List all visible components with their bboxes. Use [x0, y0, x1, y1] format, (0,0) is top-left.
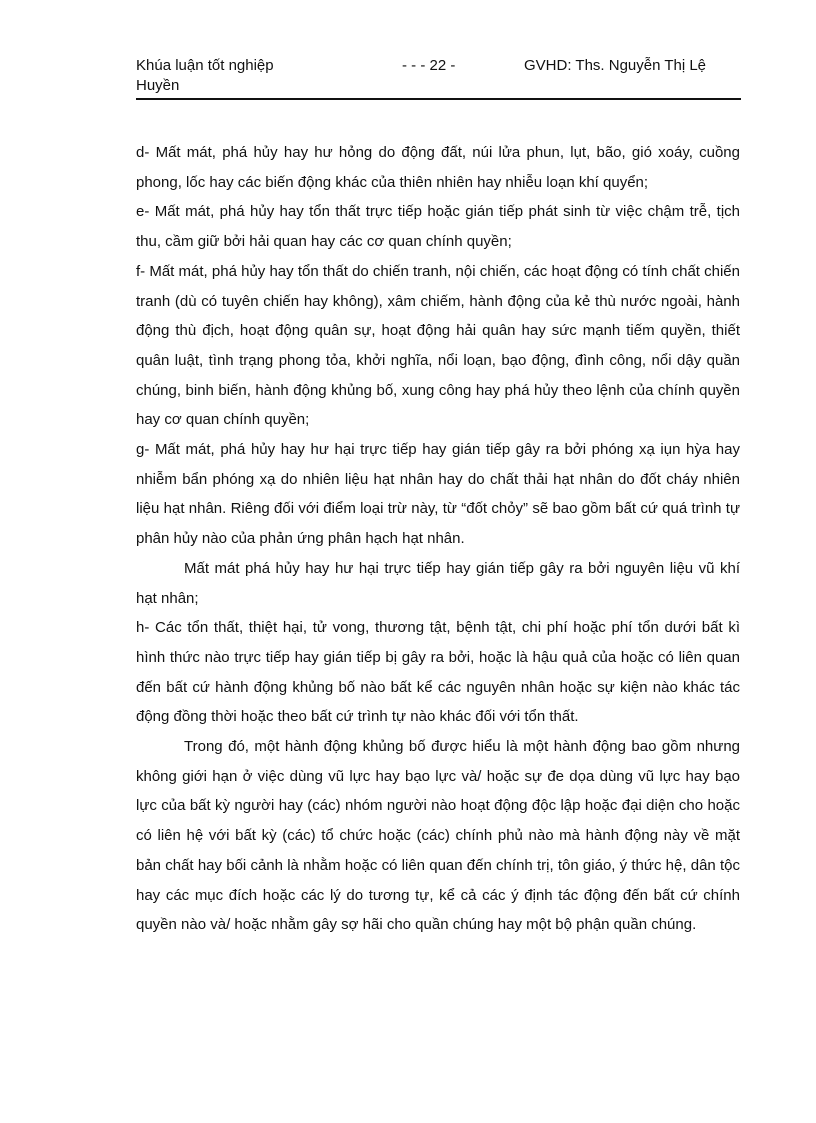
- page-body: [136, 138, 740, 940]
- header-supervisor-continued: Huyền: [136, 77, 180, 94]
- page-header: [136, 56, 741, 100]
- paragraph-e: e- Mất mát, phá hủy hay tổn thất trực tiếp hoặc gián tiếp phát sinh từ việc chậm trễ, tịch thu, cầm giữ bởi hải quan hay các cơ quan chính quyền;: [136, 203, 740, 251]
- paragraph-f: f- Mất mát, phá hủy hay tổn thất do chiến tranh, nội chiến, các hoạt động có tính chất chiến tranh (dù có tuyên chiến hay không), xâm chiếm, hành động của kẻ thù nước ngoài, hành động thù địch, hoạt động quân sự, hoạt động hải quân hay sức mạnh tiếm quyền, thiết quân luật, tình trạng phong tỏa, khởi nghĩa, nổi loạn, bạo động, đình công, nổi dậy quần chúng, binh biến, hành động khủng bố, xung công hay phá hủy theo lệnh của chính quyền hay cơ quan chính quyền;: [136, 262, 740, 429]
- header-supervisor: GVHD: Ths. Nguyễn Thị Lệ: [524, 57, 707, 74]
- paragraph-terrorism-definition: Trong đó, một hành động khủng bố được hiểu là một hành động bao gồm nhưng không giới hạn ở việc dùng vũ lực hay bạo lực và/ hoặc sự đe dọa dùng vũ lực hay bạo lực của bất kỳ người hay (các) nhóm người nào hoạt động độc lập hoặc đại diện cho hoặc có liên hệ với bất kỳ (các) tổ chức hoặc (các) chính phủ nào mà hành động này về mặt bản chất hay bối cảnh là nhằm hoặc có liên quan đến chính trị, tôn giáo, ý thức hệ, dân tộc hay các mục đích hoặc các lý do tương tự, kể cả các ý định tác động đến bất cứ chính quyền nào và/ hoặc nhằm gây sợ hãi cho quần chúng hay một bộ phận quần chúng.: [136, 738, 740, 934]
- paragraph-d: d- Mất mát, phá hủy hay hư hỏng do động đất, núi lửa phun, lụt, bão, gió xoáy, cuồng phong, lốc hay các biến động khác của thiên nhiên hay nhiễu loạn khí quyển;: [136, 144, 740, 191]
- header-page-number: - - - 22 -: [402, 57, 456, 74]
- header-thesis-title: Khúa luận tốt nghiệp: [136, 57, 274, 74]
- paragraph-h: h- Các tổn thất, thiệt hại, tử vong, thương tật, bệnh tật, chi phí hoặc phí tổn dưới bất kì hình thức nào trực tiếp hay gián tiếp bị gây ra bởi, hoặc là hậu quả của hoặc có liên quan đến bất cứ hành động khủng bố nào bất kể các nguyên nhân hoặc sự kiện nào khác tác động đồng thời hoặc theo bất cứ trình tự nào khác đối với tổn thất.: [136, 619, 740, 726]
- paragraph-g: g- Mất mát, phá hủy hay hư hại trực tiếp hay gián tiếp gây ra bởi phóng xạ iụn hỳa hay nhiễm bẩn phóng xạ do nhiên liệu hạt nhân hay do chất thải hạt nhân do đốt cháy nhiên liệu hạt nhân. Riêng đối với điểm loại trừ này, từ “đốt chỏy” sẽ bao gồm bất cứ quá trình tự phân hủy nào của phản ứng phân hạch hạt nhân.: [136, 441, 740, 548]
- paragraph-nuclear-weapons: Mất mát phá hủy hay hư hại trực tiếp hay gián tiếp gây ra bởi nguyên liệu vũ khí hạt nhân;: [136, 559, 740, 607]
